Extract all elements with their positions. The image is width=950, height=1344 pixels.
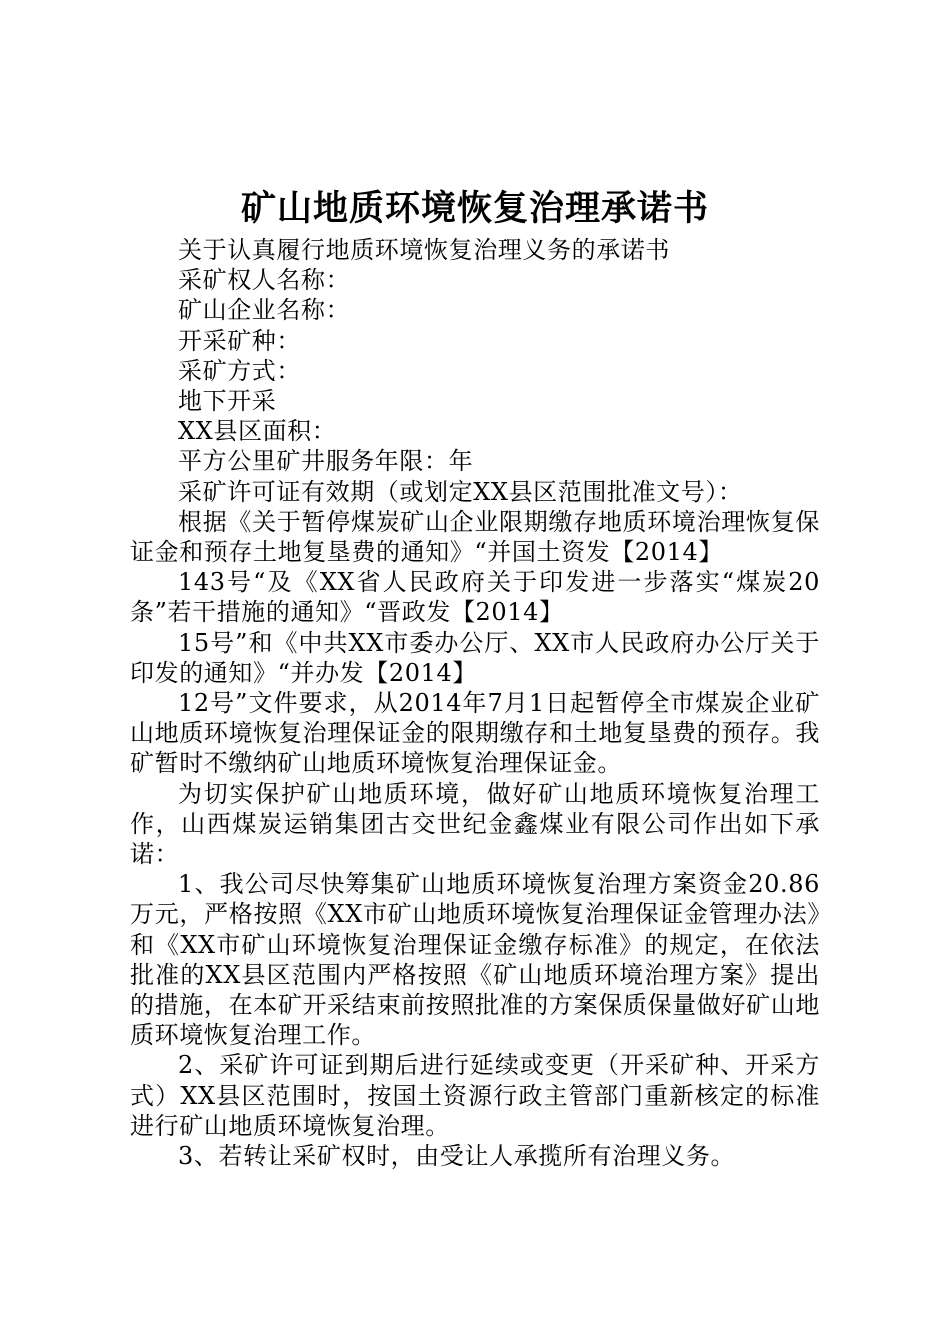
body-paragraph: 为切实保护矿山地质环境，做好矿山地质环境恢复治理工作，山西煤炭运销集团古交世纪金鑫煤业有限公司作出如下承诺： (130, 779, 820, 869)
body-paragraph: 根据《关于暂停煤炭矿山企业限期缴存地质环境治理恢复保证金和预存土地复垦费的通知》“并国土资发【2014】 (130, 507, 820, 567)
document-body (130, 235, 820, 1171)
field-mining-right-holder: 采矿权人名称： (178, 266, 351, 295)
body-paragraph: 12号”文件要求，从2014年7月1日起暂停全市煤炭企业矿山地质环境恢复治理保证金的限期缴存和土地复垦费的预存。我矿暂时不缴纳矿山地质环境恢复治理保证金。 (130, 689, 820, 778)
field-enterprise-name: 矿山企业名称： (178, 296, 351, 325)
subtitle-line: 关于认真履行地质环境恢复治理义务的承诺书 (178, 236, 670, 264)
document-title: 矿山地质环境恢复治理承诺书 (240, 188, 709, 229)
body-paragraph: 143号“及《XX省人民政府关于印发进一步落实“煤炭20条”若干措施的通知》“晋政发【2014】 (130, 568, 820, 627)
field-area: XX县区面积： (178, 417, 337, 446)
field-mineral-type: 开采矿种： (178, 326, 301, 355)
commitment-item-3: 3、若转让采矿权时，由受让人承揽所有治理义务。 (178, 1142, 736, 1171)
field-service-life: 平方公里矿井服务年限：年 (178, 447, 474, 476)
field-mining-method-value: 地下开采 (178, 387, 277, 416)
commitment-item-1: 1、我公司尽快筹集矿山地质环境恢复治理方案资金20.86万元，严格按照《XX市矿山地质环境恢复治理保证金管理办法》和《XX市矿山环境恢复治理保证金缴存标准》的规定，在依法批准的XX县区范围内严格按照《矿山地质环境治理方案》提出的措施，在本矿开采结束前按照批准的方案保质保量做好矿山地质环境恢复治理工作。 (130, 870, 820, 1050)
field-license-validity: 采矿许可证有效期（或划定XX县区范围批准文号）： (178, 477, 743, 506)
body-paragraph: 15号”和《中共XX市委办公厅、XX市人民政府办公厅关于印发的通知》“并办发【2014】 (130, 628, 820, 687)
field-mining-method: 采矿方式： (178, 356, 301, 385)
commitment-item-2: 2、采矿许可证到期后进行延续或变更（开采矿种、开采方式）XX县区范围时，按国土资源行政主管部门重新核定的标准进行矿山地质环境恢复治理。 (130, 1051, 820, 1140)
